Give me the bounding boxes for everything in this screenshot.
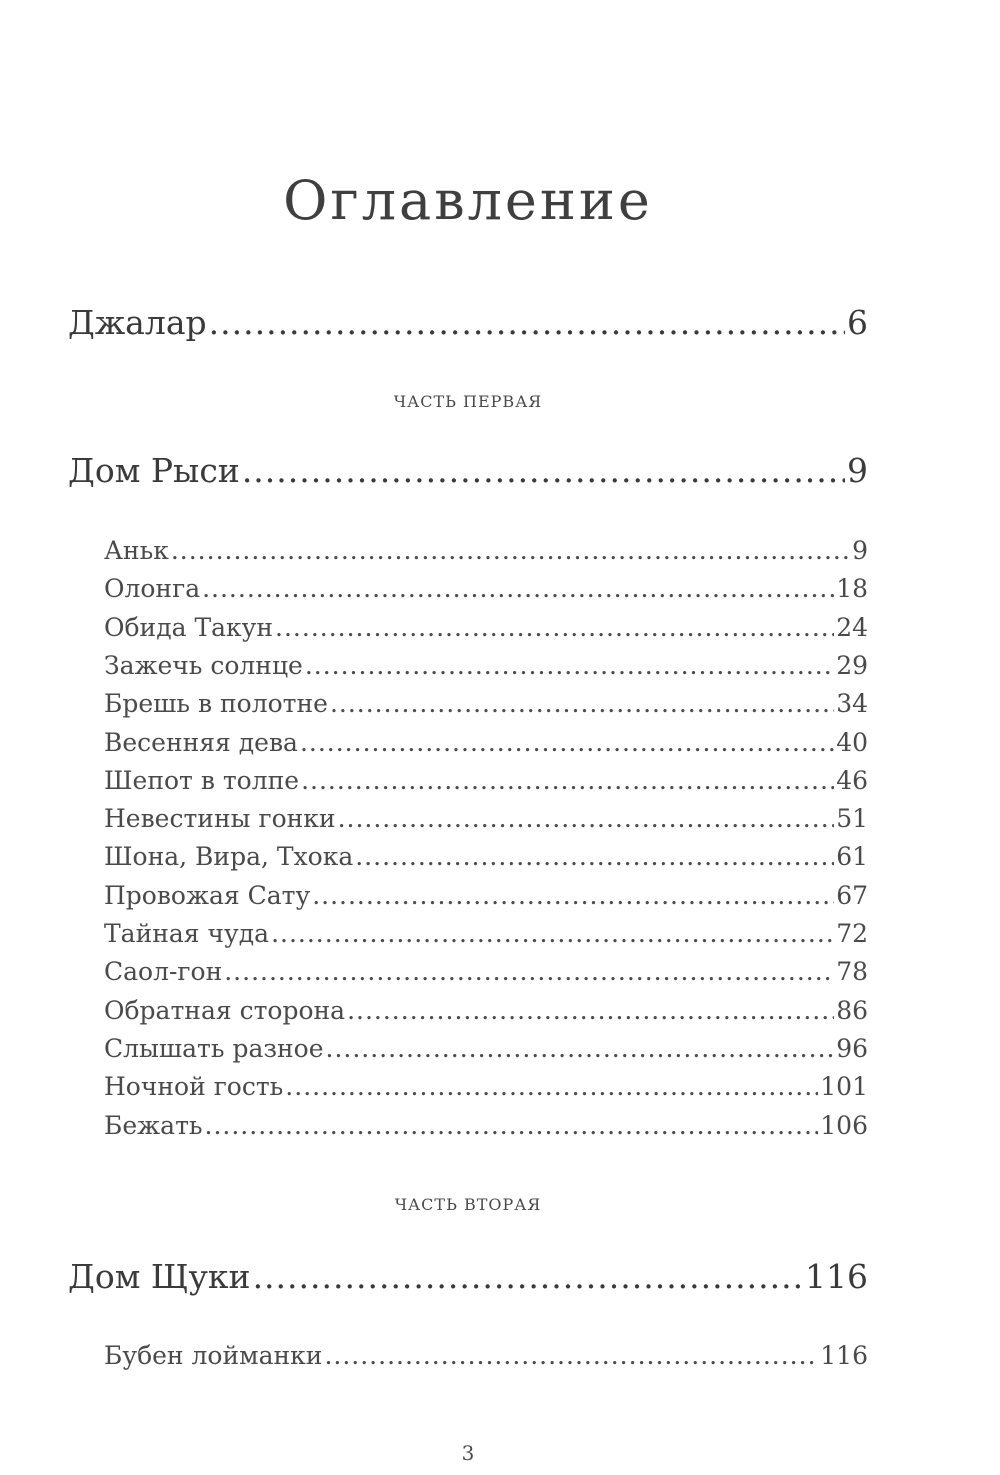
toc-entry-page: 9 xyxy=(852,536,868,565)
leader-dots xyxy=(209,300,845,346)
toc-entry-label: Шепот в толпе xyxy=(104,765,300,795)
leader-dots xyxy=(330,686,834,722)
toc-entry-page: 101 xyxy=(820,1072,868,1102)
leader-dots xyxy=(275,610,834,646)
leader-dots xyxy=(171,533,850,569)
toc-entry-page: 67 xyxy=(836,880,868,910)
leader-dots xyxy=(300,725,834,761)
toc-entry-chapter[interactable] xyxy=(104,993,868,1029)
toc-entry-page: 86 xyxy=(836,995,868,1025)
toc-entry-label: Саол-гон xyxy=(104,957,223,987)
toc-entry-chapter[interactable] xyxy=(104,686,868,722)
toc-entry-page: 96 xyxy=(836,1033,868,1063)
toc-entry-chapter[interactable] xyxy=(104,1031,868,1067)
toc-entry-label: Брешь в полотне xyxy=(104,689,328,719)
toc-entry-page: 46 xyxy=(836,765,868,795)
toc-entry-label: Провожая Сату xyxy=(104,880,311,910)
toc-entry-chapter[interactable] xyxy=(104,725,868,761)
toc-entry-label: Слышать разное xyxy=(104,1033,324,1063)
toc-entry-label: Дом Рыси xyxy=(68,451,240,490)
toc-entry-section[interactable] xyxy=(68,1254,868,1300)
leader-dots xyxy=(326,1031,835,1067)
leader-dots xyxy=(271,916,834,952)
toc-entry-page: 29 xyxy=(836,650,868,680)
toc-entry-chapter[interactable] xyxy=(104,839,868,875)
toc-entry-label: Тайная чуда xyxy=(104,919,270,948)
toc-entry-chapter[interactable] xyxy=(104,878,868,914)
toc-entry-page: 61 xyxy=(836,842,868,872)
toc-entry-label: Джалар xyxy=(68,303,207,342)
toc-entry-page: 34 xyxy=(836,689,868,719)
toc-entry-chapter[interactable] xyxy=(104,610,868,646)
leader-dots xyxy=(202,571,834,607)
toc-entry-page: 106 xyxy=(820,1110,868,1140)
toc-entry-label: Обида Такун xyxy=(104,612,274,642)
toc-entry-chapter[interactable] xyxy=(104,801,868,837)
leader-dots xyxy=(324,1338,818,1374)
toc-entry-label: Зажечь солнце xyxy=(104,650,303,680)
toc-entry-chapter[interactable] xyxy=(104,533,868,569)
toc-entry-label: Обратная сторона xyxy=(104,995,346,1025)
toc-entry-label: Бубен лойманки xyxy=(104,1341,323,1370)
toc-entry-label: Аньк xyxy=(104,536,169,565)
toc-entry-section[interactable] xyxy=(68,448,868,494)
part-heading: ЧАСТЬ ПЕРВАЯ xyxy=(393,392,543,411)
toc-entry-page: 116 xyxy=(820,1341,868,1370)
toc-entry-chapter[interactable] xyxy=(104,1338,868,1374)
toc-entry-chapter[interactable] xyxy=(104,1069,868,1105)
toc-entry-page: 51 xyxy=(836,804,868,834)
toc-entry-page: 18 xyxy=(836,574,868,604)
toc-entry-prologue[interactable] xyxy=(68,300,868,346)
toc-entry-page: 6 xyxy=(847,303,868,342)
part-heading: ЧАСТЬ ВТОРАЯ xyxy=(394,1195,542,1214)
toc-entry-chapter[interactable] xyxy=(104,916,868,952)
leader-dots xyxy=(242,448,845,494)
toc-entry-chapter[interactable] xyxy=(104,954,868,990)
toc-entry-page: 78 xyxy=(836,957,868,987)
leader-dots xyxy=(301,763,834,799)
toc-entry-chapter[interactable] xyxy=(104,1108,868,1144)
leader-dots xyxy=(305,648,834,684)
toc-entry-page: 9 xyxy=(847,451,868,490)
leader-dots xyxy=(347,993,834,1029)
page-number: 3 xyxy=(461,1441,475,1465)
toc-entry-page: 40 xyxy=(836,727,868,757)
toc-entry-label: Олонга xyxy=(104,574,201,604)
toc-entry-label: Дом Щуки xyxy=(68,1257,251,1296)
toc-entry-chapter[interactable] xyxy=(104,571,868,607)
leader-dots xyxy=(205,1108,819,1144)
leader-dots xyxy=(285,1069,818,1105)
toc-entry-label: Шона, Вира, Тхока xyxy=(104,842,354,872)
leader-dots xyxy=(355,839,834,875)
toc-entry-page: 24 xyxy=(836,612,868,642)
toc-entry-label: Невестины гонки xyxy=(104,804,336,834)
toc-entry-label: Весенняя дева xyxy=(104,727,298,757)
leader-dots xyxy=(224,954,834,990)
leader-dots xyxy=(338,801,835,837)
page-title: Оглавление xyxy=(283,169,653,232)
toc-entry-page: 72 xyxy=(836,919,868,948)
toc-entry-label: Бежать xyxy=(104,1110,203,1140)
toc-entry-chapter[interactable] xyxy=(104,763,868,799)
leader-dots xyxy=(253,1254,803,1300)
toc-entry-chapter[interactable] xyxy=(104,648,868,684)
toc-entry-page: 116 xyxy=(805,1257,868,1296)
toc-entry-label: Ночной гость xyxy=(104,1072,284,1102)
leader-dots xyxy=(312,878,834,914)
